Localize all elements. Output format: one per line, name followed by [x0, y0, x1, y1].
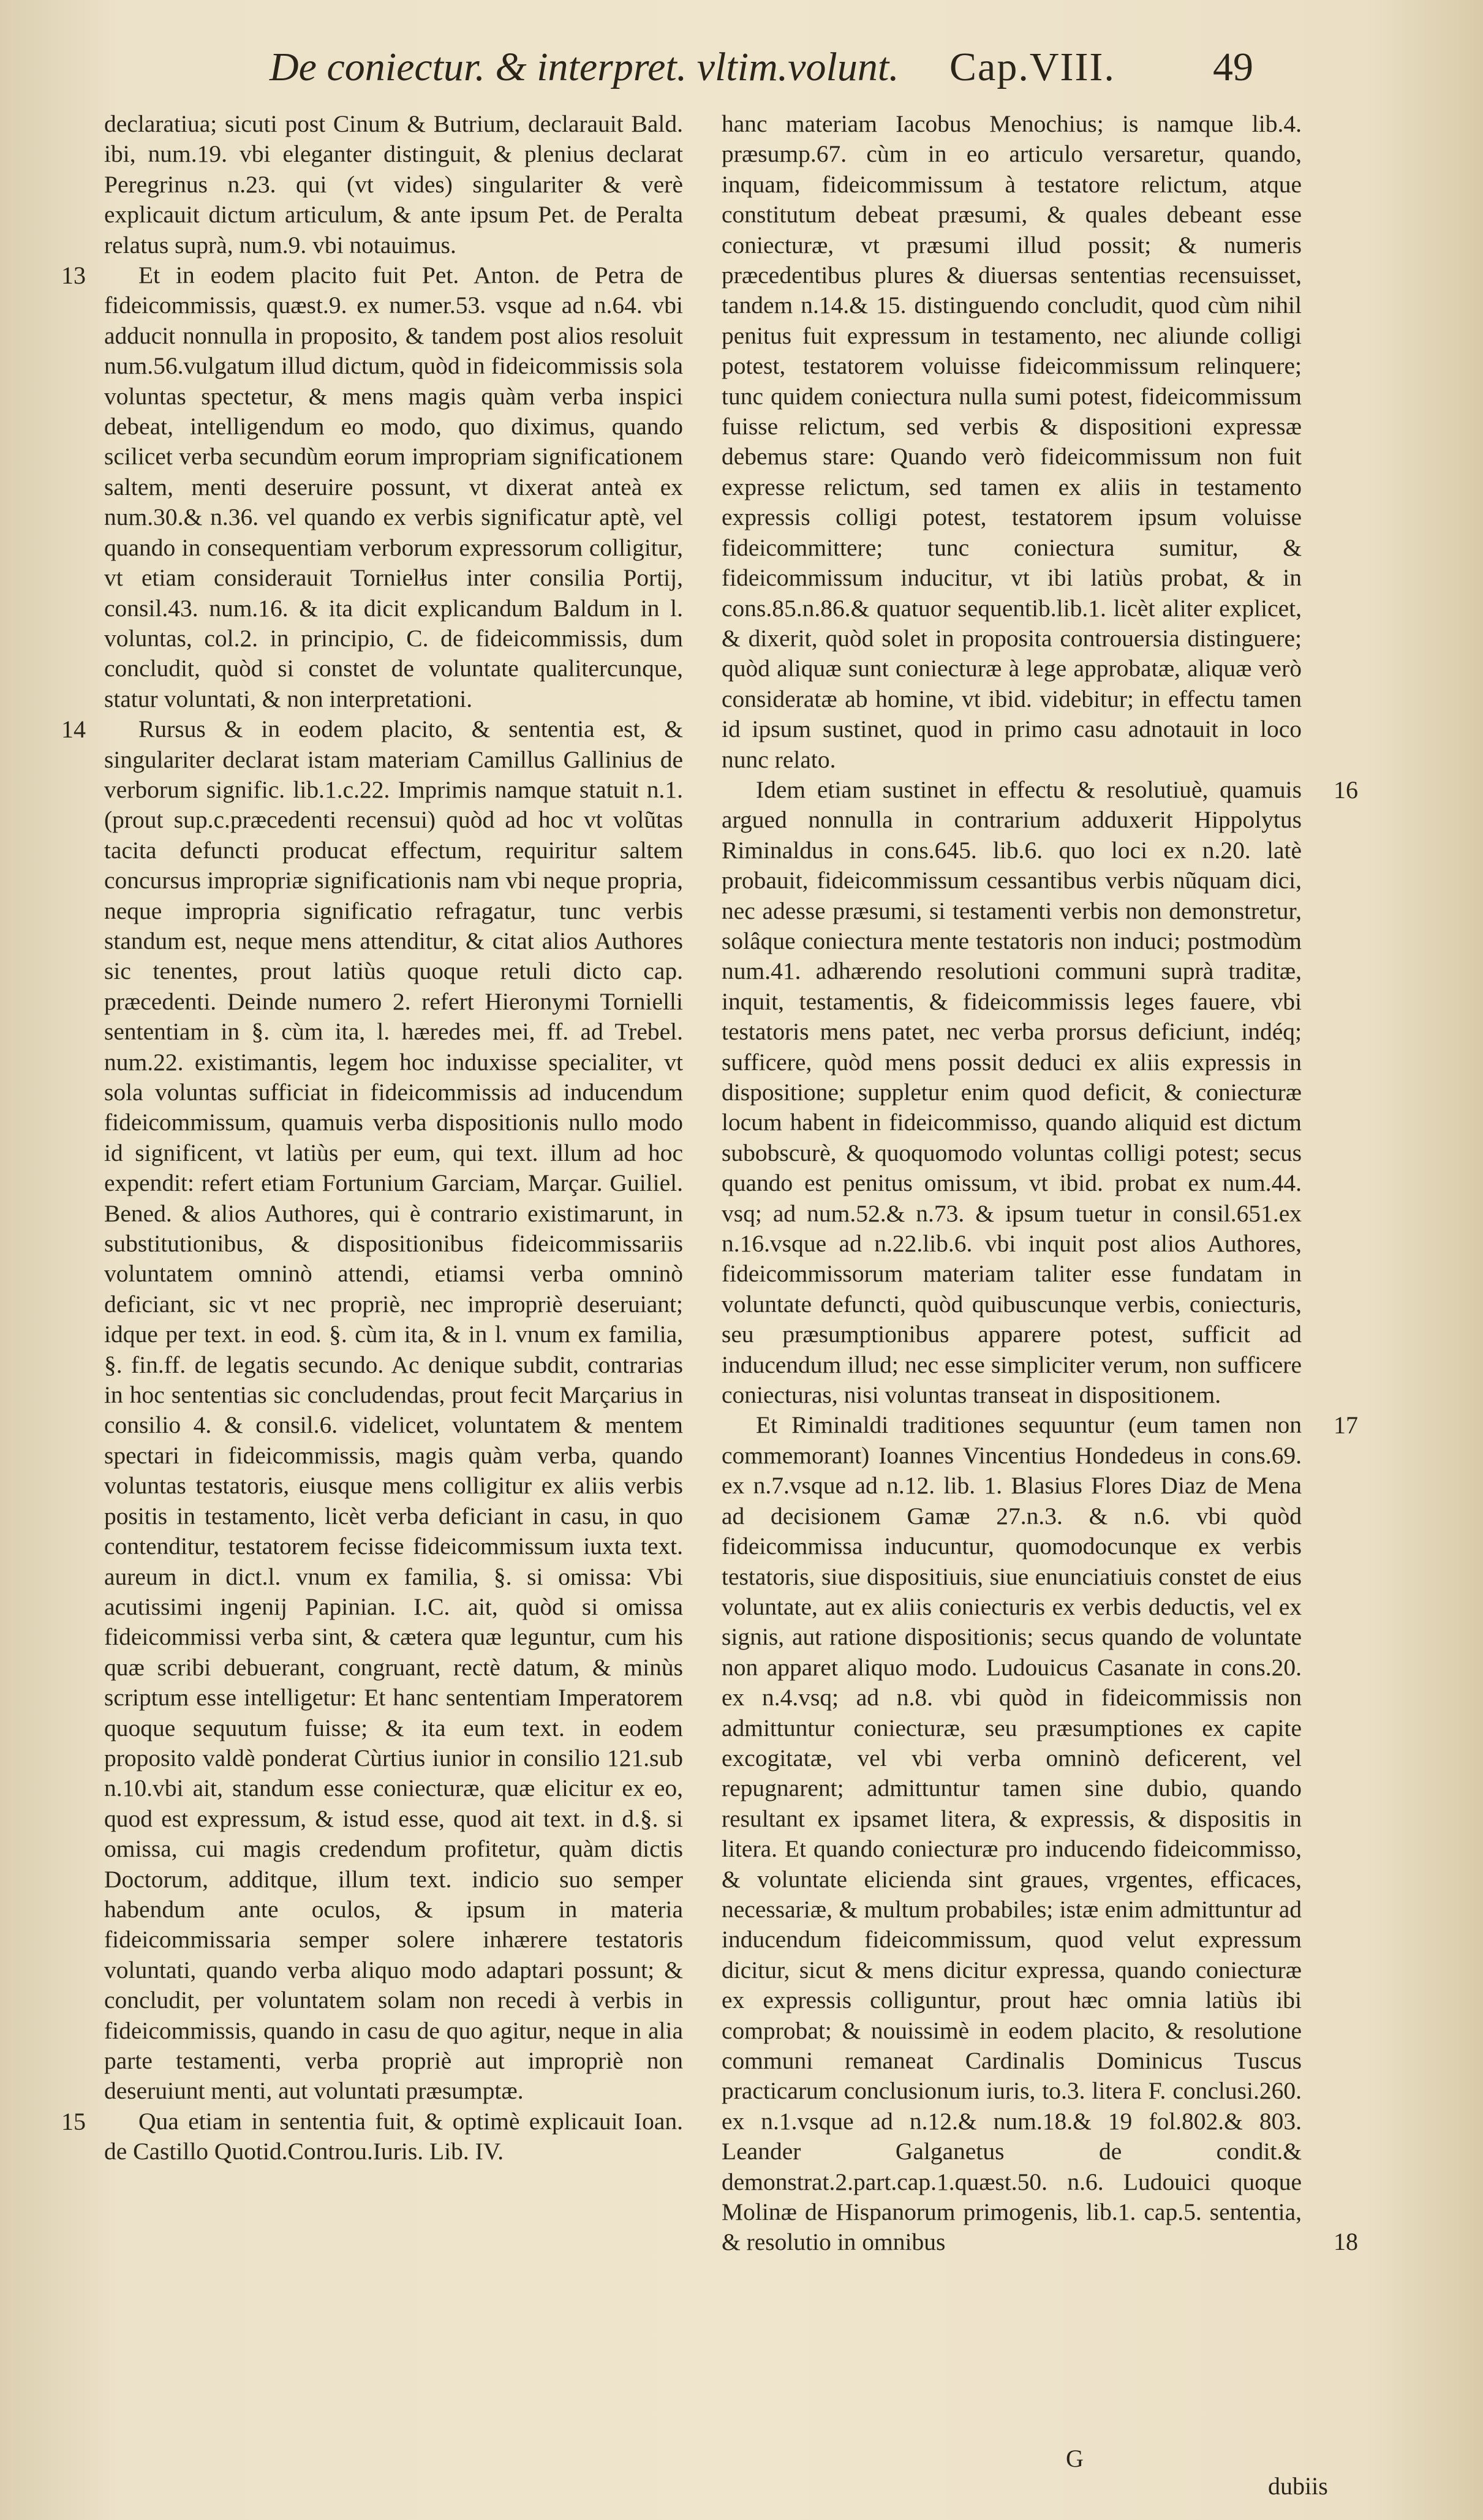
paragraph [722, 1410, 1358, 2257]
chapter-label: Cap.VIII. [949, 45, 1115, 89]
paragraph-text: Et Riminaldi traditiones sequuntur (eum tamen non commemorant) Ioannes Vincentius Hondedeus in cons.69. ex n.7.vsque ad n.12. lib. 1. Blasius Flores Diaz de Mena ad decisionem Gamæ 27.n.3. & n.6. vbi quòd fideicommissa inducuntur, quomodocunque ex verbis testatoris, siue dispositiuis, siue enunciatiuis constet de eius voluntate, aut ex aliis coniecturis ex verbis deductis, vel ex signis, aut ratione dispositionis; secus quando de voluntate non apparet aliquo modo. Ludouicus Casanate in cons.20. ex n.4.vsq; ad n.8. vbi quòd in fideicommissis non admittuntur coniecturæ, seu præsumptiones ex capite excogitatæ, vel vbi verba omninò deficerent, vel repugnarent; admittuntur tamen sine dubio, quando resultant ex ipsamet litera, & expressis, & dispositis in litera. Et quando coniecturæ pro inducendo fideicommisso, & voluntate elicienda sint graues, vrgentes, efficaces, necessariæ, & multum probabiles; istæ enim admittuntur ad inducendum fideicommissum, quod velut expressum dicitur, sicut & mens dicitur expressa, quando coniecturæ ex expressis colliguntur, prout hæc omnia latiùs ibi comprobat; & nouissimè in eodem placito, & resolutione communi remaneat Cardinalis Dominicus Tuscus practicarum conclusionum iuris, to.3. litera F. conclusi.260. ex n.1.vsque ad n.12.& num.18.& 19 fol.802.& 803. Leander Galganetus de condit.& demonstrat.2.part.cap.1.quæst.50. n.6. Ludouici quoque Molinæ de Hispanorum primogenis, lib.1. cap.5. sententia, & resolutio in omnibus [722, 1411, 1302, 2256]
paragraph-text: Et in eodem placito fuit Pet. Anton. de Petra de fideicommissis, quæst.9. ex numer.53. vsque ad n.64. vbi adducit nonnulla in proposito, & tandem post alios resoluit num.56.vulgatum illud dictum, quòd in fideicommissis sola voluntas spectetur, & mens magis quàm verba inspici debeat, intelligendum eo modo, quo diximus, quando scilicet verba secundùm eorum impropriam significationem saltem, menti deseruire possunt, vt dixerat anteà ex num.30.& n.36. vel quando ex verbis significatur aptè, vel quando in consequentiam verborum expressorum colligitur, vt etiam considerauit Tornielłus inter consilia Portij, consil.43. num.16. & ita dicit explicandum Baldum in l. voluntas, col.2. in principio, C. de fideicommissis, dum concludit, quòd si constet de voluntate qualitercunque, statur voluntati, & non interpretationi. [104, 262, 683, 712]
margin-number: 13 [61, 262, 86, 290]
paragraph [61, 2107, 683, 2167]
running-header [270, 31, 1348, 104]
paragraph-text: Idem etiam sustinet in effectu & resolutiuè, quamuis argued nonnulla in contrarium adduxerit Hippolytus Riminaldus in cons.645. lib.6. quo loci ex n.20. latè probauit, fideicommissum cessantibus verbis nũquam dici, nec adesse præsumi, si testamenti verbis non demonstretur, solâque coniectura mente testatoris non induci; postmodùm num.41. adhærendo resolutioni communi suprà traditæ, inquit, testamentis, & fideicommissis leges fauere, vbi testatoris mens patet, nec verba prorsus deficiunt, indéq; sufficere, quòd mens possit deduci ex aliis expressis in dispositione; suppletur enim quod deficit, & coniecturæ locum habent in fideicommisso, quando aliquid est dictum subobscurè, & quoquomodo voluntas colligi potest; secus quando est penitus omissum, vt ibid. probat ex num.44. vsq; ad num.52.& n.73. & ipsum tuetur in consil.651.ex n.16.vsque ad n.22.lib.6. vbi inquit post alios Authores, fideicommissorum materiam taliter esse fundatam in voluntate defuncti, quòd quibuscunque verbis, coniecturis, seu præsumptionibus apparere potest, sufficit ad inducendum illud; nec esse simpliciter verum, non sufficere coniecturas, nisi voluntas transeat in dispositionem. [722, 775, 1302, 1409]
paragraph [104, 109, 683, 260]
margin-number: 15 [61, 2107, 86, 2135]
margin-number: 18 [1334, 2228, 1358, 2255]
catchword: dubiis [1268, 2472, 1328, 2500]
margin-number: 16 [1334, 775, 1358, 804]
paragraph-text: hanc materiam Iacobus Menochius; is namque lib.4. præsump.67. cùm in eo articulo versaretur, quando, inquam, fideicommissum à testatore relictum, atque constitutum debeat præsumi, & quales debeant esse coniecturæ, vt præsumi illud possit; & numeris præcedentibus plures & diuersas sententias recensuisset, tandem n.14.& 15. distinguendo concludit, quod cùm nihil penitus fuit expressum in testamento, nec aliunde colligi potest, testatorem voluisse fideicommissum relinquere; tunc quidem coniectura nulla sumi potest, fideicommissum fuisse relictum, sed verbis & dispositioni expressæ debemus stare: Quando verò fideicommissum non fuit expresse relictum, sed tamen ex aliis in testamento expressis colligi potest, testatorem ipsum voluisse fideicommittere; tunc coniectura sumitur, & fideicommissum inducitur, vt ibi latiùs probat, & in cons.85.n.86.& quatuor sequentib.lib.1. licèt aliter explicet, & dixerit, quòd solet in proposita controuersia distinguere; quòd aliquæ sunt coniecturæ à lege approbatæ, aliquæ verò consideratæ ab homine, vt ibid. videbitur; in effectu tamen id ipsum sustinet, quod in primo casu adnotauit in loco nunc relato. [722, 110, 1302, 773]
paragraph-text: declaratiua; sicuti post Cinum & Butrium, declarauit Bald. ibi, num.19. vbi eleganter distinguit, & plenius declarat Peregrinus n.23. qui (vt vides) singulariter & verè explicauit dictum articulum, & ante ipsum Pet. de Peralta relatus suprà, num.9. vbi notauimus. [104, 110, 683, 258]
page-number: 49 [1213, 45, 1253, 89]
left-text-column [61, 109, 683, 2167]
paragraph [61, 260, 683, 714]
margin-number: 17 [1334, 1411, 1358, 1439]
paragraph-text: Qua etiam in sententia fuit, & optimè explicauit Ioan. de Castillo Quotid.Controu.Iuris. Lib. IV. [104, 2107, 683, 2165]
paragraph [722, 109, 1302, 775]
running-title: De coniectur. & interpret. vltim.volunt. [270, 45, 899, 89]
paragraph-text: Rursus & in eodem placito, & sententia est, & singulariter declarat istam materiam Camillus Gallinius de verborum signific. lib.1.c.22. Imprimis namque statuit n.1. (prout sup.c.præcedenti recensui) quòd ad hoc vt volũtas tacita defuncti producat effectum, requiritur saltem concursus impropriæ significationis nam vbi neque propria, neque impropria significatio refragatur, tunc verbis standum est, neque mens attenditur, & citat alios Authores sic tenentes, prout latiùs quoque retuli dicto cap. præcedenti. Deinde numero 2. refert Hieronymi Tornielli sententiam in §. cùm ita, l. hæredes mei, ff. ad Trebel. num.22. existimantis, legem hoc induxisse specialiter, vt sola voluntas sufficiat in fideicommissis ad inducendum fideicommissum, quamuis verba dispositionis nullo modo id significent, vt latiùs per eum, qui text. illum ad hoc expendit: refert etiam Fortunium Garciam, Marçar. Guiliel. Bened. & alios Authores, qui è contrario existimarunt, in substitutionibus, & dispositionibus fideicommissariis voluntatem omninò attendi, etiamsi verba omninò deficiant, sic vt nec propriè, nec impropriè deseruiant; idque per text. in eod. §. cùm ita, & in l. vnum ex familia, §. fin.ff. de legatis secundo. Ac denique subdit, contrarias in hoc sententias sic concludendas, prout fecit Marçarius in consilio 4. & consil.6. videlicet, voluntatem & mentem spectari in fideicommissis, magis quàm verba, quando voluntas testatoris, eiusque mens colligitur ex aliis verbis positis in testamento, licèt verba deficiant in casu, in quo contenditur, testatorem fecisse fideicommissum iuxta text. aureum in dict.l. vnum ex familia, §. si omissa: Vbi acutissimi ingenij Papinian. I.C. ait, quòd si omissa fideicommissi verba sint, & cætera quæ leguntur, cum his quæ scribi debuerant, congruant, rectè datum, & minùs scriptum esse intelligetur: Et hanc sententiam Imperatorem quoque sequutum fuisse; & ita eum text. in eodem proposito valdè ponderat Cùrtius iunior in consilio 121.sub n.10.vbi ait, standum esse coniecturæ, quæ elicitur ex eo, quod est expressum, & istud esse, quod ait text. in d.§. si omissa, cui magis credendum profitetur, quàm dictis Doctorum, additque, illum text. indicio suo semper habendum ante oculos, & ipsum in materia fideicommissaria semper solere inhærere testatoris voluntati, quando verba aliquo modo adaptari possunt; & concludit, per voluntatem solam non recedi à verbis in fideicommissis, quando in casu de quo agitur, neque in alia parte testamenti, verba propriè aut impropriè non deseruiunt menti, aut voluntati præsumptæ. [104, 715, 683, 2105]
paragraph [722, 775, 1358, 1411]
paragraph [61, 714, 683, 2107]
signature-mark: G [1066, 2445, 1084, 2472]
margin-number: 14 [61, 715, 86, 744]
right-text-column [722, 109, 1358, 2258]
